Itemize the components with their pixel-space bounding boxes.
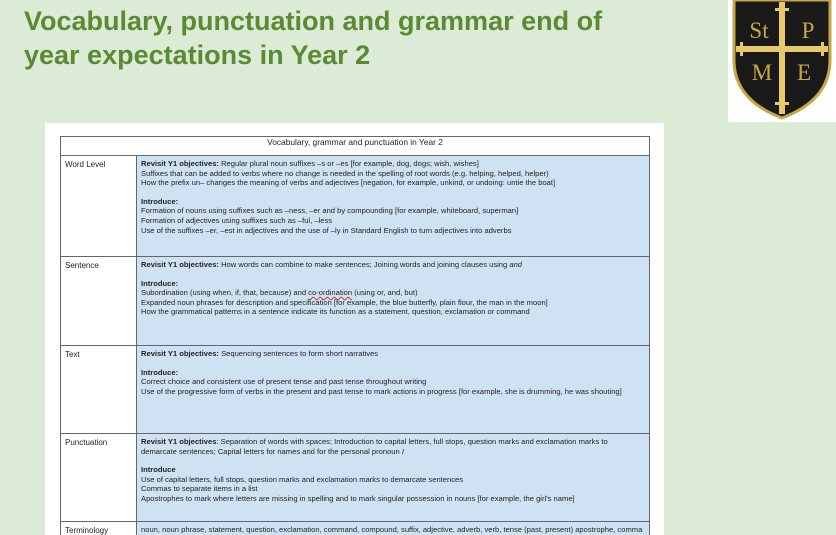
introduce-line: Correct choice and consistent use of present tense and past tense throughout writing xyxy=(141,377,427,387)
introduce-line: How the grammatical patterns in a sentence indicate its function as a statement, question, exclamation or command xyxy=(141,307,530,317)
revisit-label: Revisit Y1 objectives xyxy=(141,437,217,446)
row-label-word-level: Word Level xyxy=(61,156,137,257)
table-heading: Vocabulary, grammar and punctuation in Year 2 xyxy=(61,137,650,156)
table-row xyxy=(61,257,650,346)
introduce-line: Use of the suffixes –er, –est in adjectives and the use of –ly in Standard English to turn adjectives into adverbs xyxy=(141,225,512,235)
revisit-line: How the prefix un– changes the meaning of verbs and adjectives [negation, for example, unkind, or undoing: untie the boat] xyxy=(141,178,556,188)
introduce-line: Commas to separate items in a list xyxy=(141,484,258,494)
revisit-line: Suffixes that can be added to verbs where no change is needed in the spelling of root words (e.g. helping, helped, helper) xyxy=(141,168,549,178)
page-title-line-1: Vocabulary, punctuation and grammar end of xyxy=(24,6,603,36)
revisit-label: Revisit Y1 objectives: xyxy=(141,260,219,269)
table-card xyxy=(45,123,664,535)
row-content-word-level xyxy=(137,156,650,257)
introduce-line: Formation of nouns using suffixes such as –ness, –er and by compounding [for example, whiteboard, superman] xyxy=(141,206,519,216)
table-row xyxy=(61,156,650,257)
row-label-punctuation: Punctuation xyxy=(61,434,137,522)
page-title xyxy=(24,4,704,72)
introduce-label: Introduce: xyxy=(141,196,179,206)
introduce-line: Formation of adjectives using suffixes such as –ful, –less xyxy=(141,215,333,225)
objectives-table xyxy=(60,136,650,535)
row-content-punctuation xyxy=(137,434,650,522)
revisit-text: Regular plural noun suffixes –s or –es [for example, dog, dogs; wish, wishes] xyxy=(218,159,479,168)
row-label-terminology: Terminology xyxy=(61,522,137,535)
logo-letters-st: St xyxy=(749,18,769,43)
page-title-line-2: year expectations in Year 2 xyxy=(24,40,371,70)
table-row xyxy=(61,434,650,522)
row-content-terminology: noun, noun phrase, statement, question, exclamation, command, compound, suffix, adjective, adverb, verb, tense (past, present) apostrophe, comma xyxy=(137,522,650,535)
row-label-text: Text xyxy=(61,346,137,434)
table-row xyxy=(61,346,650,434)
introduce-label: Introduce: xyxy=(141,278,179,288)
row-content-sentence xyxy=(137,257,650,346)
logo-letter-e: E xyxy=(796,60,812,85)
revisit-text: How words can combine to make sentences; Joining words and joining clauses using xyxy=(218,260,510,269)
revisit-label: Revisit Y1 objectives: xyxy=(141,349,219,358)
introduce-label: Introduce xyxy=(141,465,176,475)
table-row xyxy=(61,522,650,535)
revisit-text: Sequencing sentences to form short narratives xyxy=(218,349,379,358)
revisit-label: Revisit Y1 objectives: xyxy=(141,159,219,168)
row-content-text xyxy=(137,346,650,434)
introduce-line: Use of capital letters, full stops, question marks and exclamation marks to demarcate sentences xyxy=(141,474,464,484)
introduce-line: (using or, and, but) xyxy=(352,288,418,298)
spellcheck-underlined-word: co-ordination xyxy=(308,288,353,298)
logo-letter-p: P xyxy=(801,18,815,43)
introduce-label: Introduce: xyxy=(141,367,179,377)
introduce-line: Subordination (using when, if, that, because) and xyxy=(141,288,309,298)
introduce-line: Use of the progressive form of verbs in the present and past tense to mark actions in progress [for example, she is drumming, he was shouting] xyxy=(141,386,622,396)
revisit-italic: I xyxy=(401,446,404,456)
revisit-italic: and xyxy=(509,260,523,269)
introduce-line: Apostrophes to mark where letters are missing in spelling and to mark singular possession in nouns [for example, the girl's name] xyxy=(141,493,575,503)
school-crest-logo xyxy=(728,0,836,122)
introduce-line: Expanded noun phrases for description and specification [for example, the blue butterfly, plain flour, the man in the moon] xyxy=(141,297,548,307)
row-label-sentence: Sentence xyxy=(61,257,137,346)
logo-letter-m: M xyxy=(751,60,773,85)
revisit-text: : Separation of words with spaces; Introduction to capital letters, full stops, question marks and exclamation marks to demarcate sentences; Capital letters for names and for the personal pronoun xyxy=(141,437,608,456)
